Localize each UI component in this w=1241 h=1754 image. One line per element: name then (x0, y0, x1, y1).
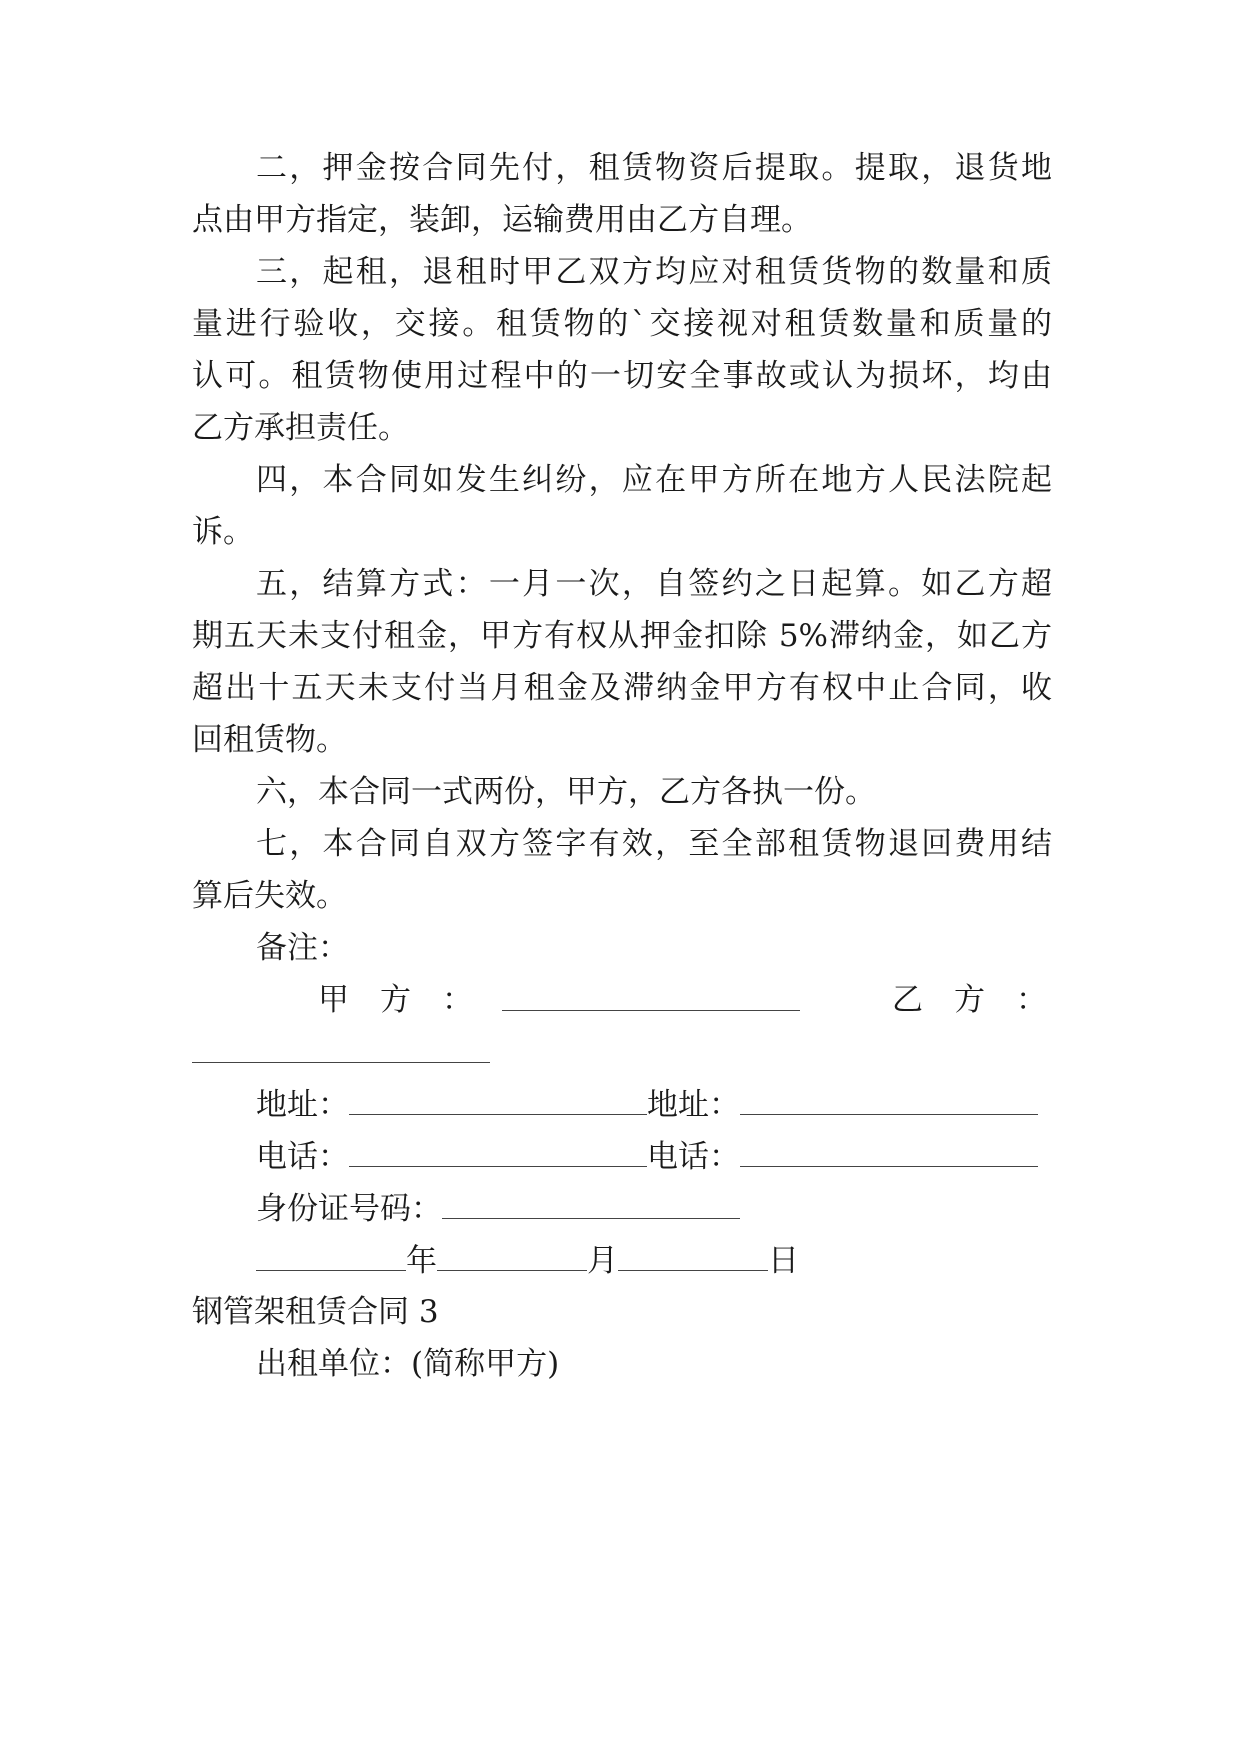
clause-2-line-1: 二，押金按合同先付，租赁物资后提取。提取，退货地 (256, 150, 1052, 186)
clause-3-line-2: 量进行验收，交接。租赁物的`交接视对租赁数量和质量的 (192, 306, 1052, 342)
party-signature-row (192, 980, 1052, 1020)
month-label: 月 (587, 1243, 618, 1279)
party-b-phone-label: 电话： (647, 1139, 740, 1175)
address-row (256, 1084, 1052, 1124)
party-a-address-label: 地址： (256, 1087, 349, 1123)
lessor-line: 出租单位：(简称甲方) (256, 1346, 560, 1382)
party-b-address-blank[interactable] (740, 1084, 1038, 1115)
party-b-phone-blank[interactable] (740, 1136, 1038, 1167)
id-number-label: 身份证号码： (256, 1191, 442, 1227)
id-number-row (256, 1188, 1052, 1228)
party-a-phone-blank[interactable] (349, 1136, 647, 1167)
clause-5-line-4: 回租赁物。 (192, 722, 347, 758)
day-label: 日 (768, 1243, 799, 1279)
clause-7-line-1: 七，本合同自双方签字有效，至全部租赁物退回费用结 (256, 826, 1052, 862)
month-blank[interactable] (437, 1240, 587, 1271)
date-row (256, 1240, 1052, 1280)
clause-4-line-2: 诉。 (192, 514, 254, 550)
clause-4-line-1: 四，本合同如发生纠纷，应在甲方所在地方人民法院起 (256, 462, 1052, 498)
clause-2-line-2: 点由甲方指定，装卸，运输费用由乙方自理。 (192, 202, 812, 238)
clause-5-line-2: 期五天未支付租金，甲方有权从押金扣除 5%滞纳金，如乙方 (192, 618, 1052, 654)
clause-3-line-3: 认可。租赁物使用过程中的一切安全事故或认为损坏，均由 (192, 358, 1052, 394)
party-a-address-blank[interactable] (349, 1084, 647, 1115)
party-b-address-label: 地址： (647, 1087, 740, 1123)
clause-3-line-4: 乙方承担责任。 (192, 410, 409, 446)
clause-6-line-1: 六，本合同一式两份，甲方，乙方各执一份。 (256, 774, 876, 810)
clause-3-line-1: 三，起租，退租时甲乙双方均应对租赁货物的数量和质 (256, 254, 1052, 290)
clause-5-line-3: 超出十五天未支付当月租金及滞纳金甲方有权中止合同，收 (192, 670, 1052, 706)
day-blank[interactable] (618, 1240, 768, 1271)
party-b-signature-row (192, 1032, 1052, 1072)
phone-row (256, 1136, 1052, 1176)
party-b-signature-blank[interactable] (192, 1032, 490, 1063)
id-number-blank[interactable] (442, 1188, 740, 1219)
party-a-signature-blank[interactable] (502, 980, 800, 1011)
clause-7-line-2: 算后失效。 (192, 878, 347, 914)
party-a-phone-label: 电话： (256, 1139, 349, 1175)
clause-5-line-1: 五，结算方式：一月一次，自签约之日起算。如乙方超 (256, 566, 1052, 602)
remarks-label: 备注： (256, 930, 349, 966)
party-b-label: 乙 方 ： (892, 982, 1047, 1018)
year-blank[interactable] (256, 1240, 406, 1271)
year-label: 年 (406, 1243, 437, 1279)
next-contract-title: 钢管架租赁合同 3 (192, 1294, 439, 1330)
party-a-label: 甲 方 ： (318, 982, 473, 1018)
